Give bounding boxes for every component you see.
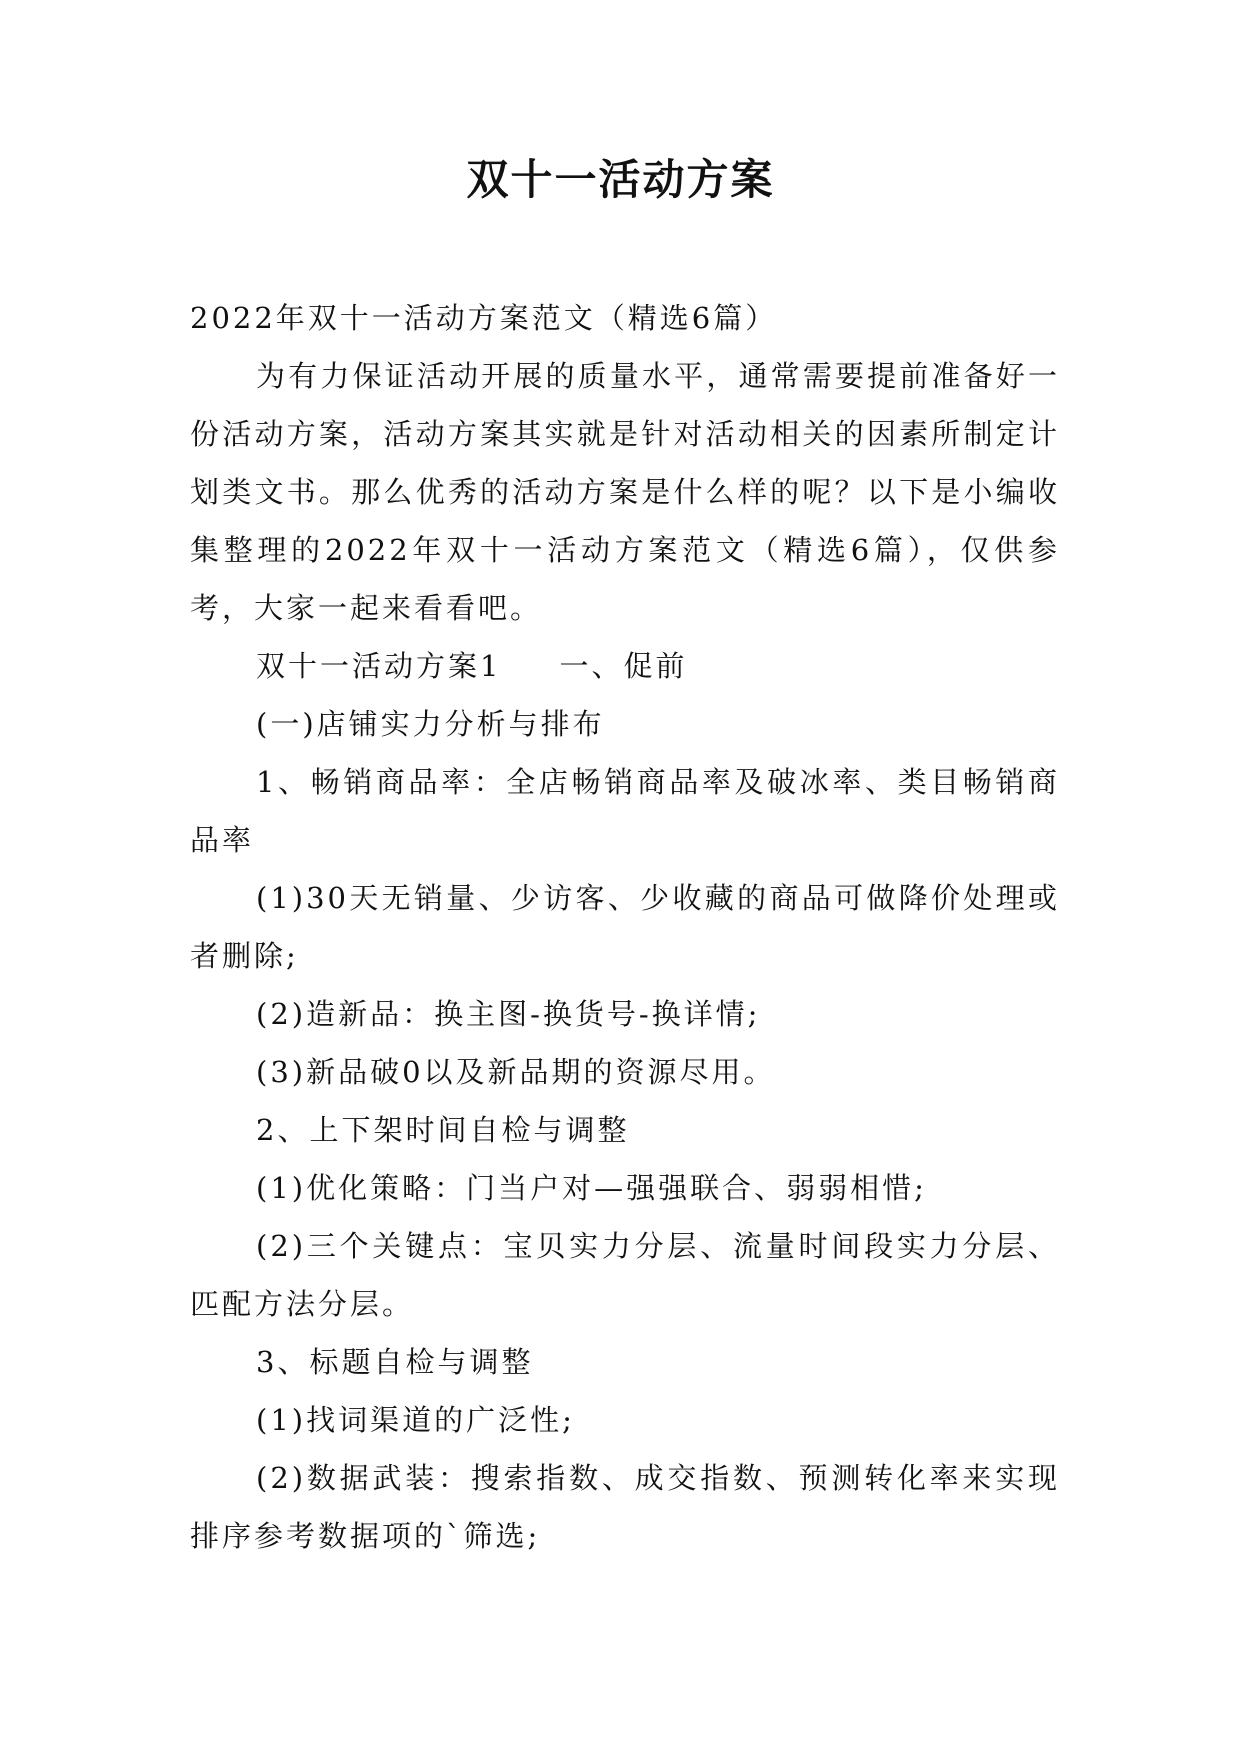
paragraph: (一)店铺实力分析与排布 (256, 707, 605, 741)
paragraph: 3、标题自检与调整 (256, 1345, 534, 1379)
document-subtitle: 2022年双十一活动方案范文（精选6篇） (190, 301, 778, 335)
section-heading (190, 637, 1060, 695)
paragraph: (1)30天无销量、少访客、少收藏的商品可做降价处理或者删除; (190, 881, 1060, 973)
paragraph: (1)优化策略：门当户对—强强联合、弱弱相惜; (256, 1171, 927, 1205)
document-body (190, 289, 1060, 1565)
paragraph: (2)三个关键点：宝贝实力分层、流量时间段实力分层、匹配方法分层。 (190, 1229, 1060, 1321)
paragraph: (2)数据武装：搜索指数、成交指数、预测转化率来实现排序参考数据项的`筛选; (190, 1461, 1060, 1553)
document-title: 双十一活动方案 (466, 155, 775, 204)
intro-paragraph: 为有力保证活动开展的质量水平，通常需要提前准备好一份活动方案，活动方案其实就是针对活动相关的因素所制定计划类文书。那么优秀的活动方案是什么样的呢？以下是小编收集整理的2022年双十一活动方案范文（精选6篇），仅供参考，大家一起来看看吧。 (190, 359, 1060, 625)
section-subtitle: 一、促前 (559, 649, 688, 683)
paragraph: (3)新品破0以及新品期的资源尽用。 (256, 1055, 776, 1089)
paragraph: 2、上下架时间自检与调整 (256, 1113, 630, 1147)
paragraph: (1)找词渠道的广泛性; (256, 1403, 575, 1437)
paragraph: 1、畅销商品率：全店畅销商品率及破冰率、类目畅销商品率 (190, 765, 1060, 857)
section-title: 双十一活动方案1 (256, 649, 502, 683)
paragraph: (2)造新品：换主图-换货号-换详情; (256, 997, 761, 1031)
